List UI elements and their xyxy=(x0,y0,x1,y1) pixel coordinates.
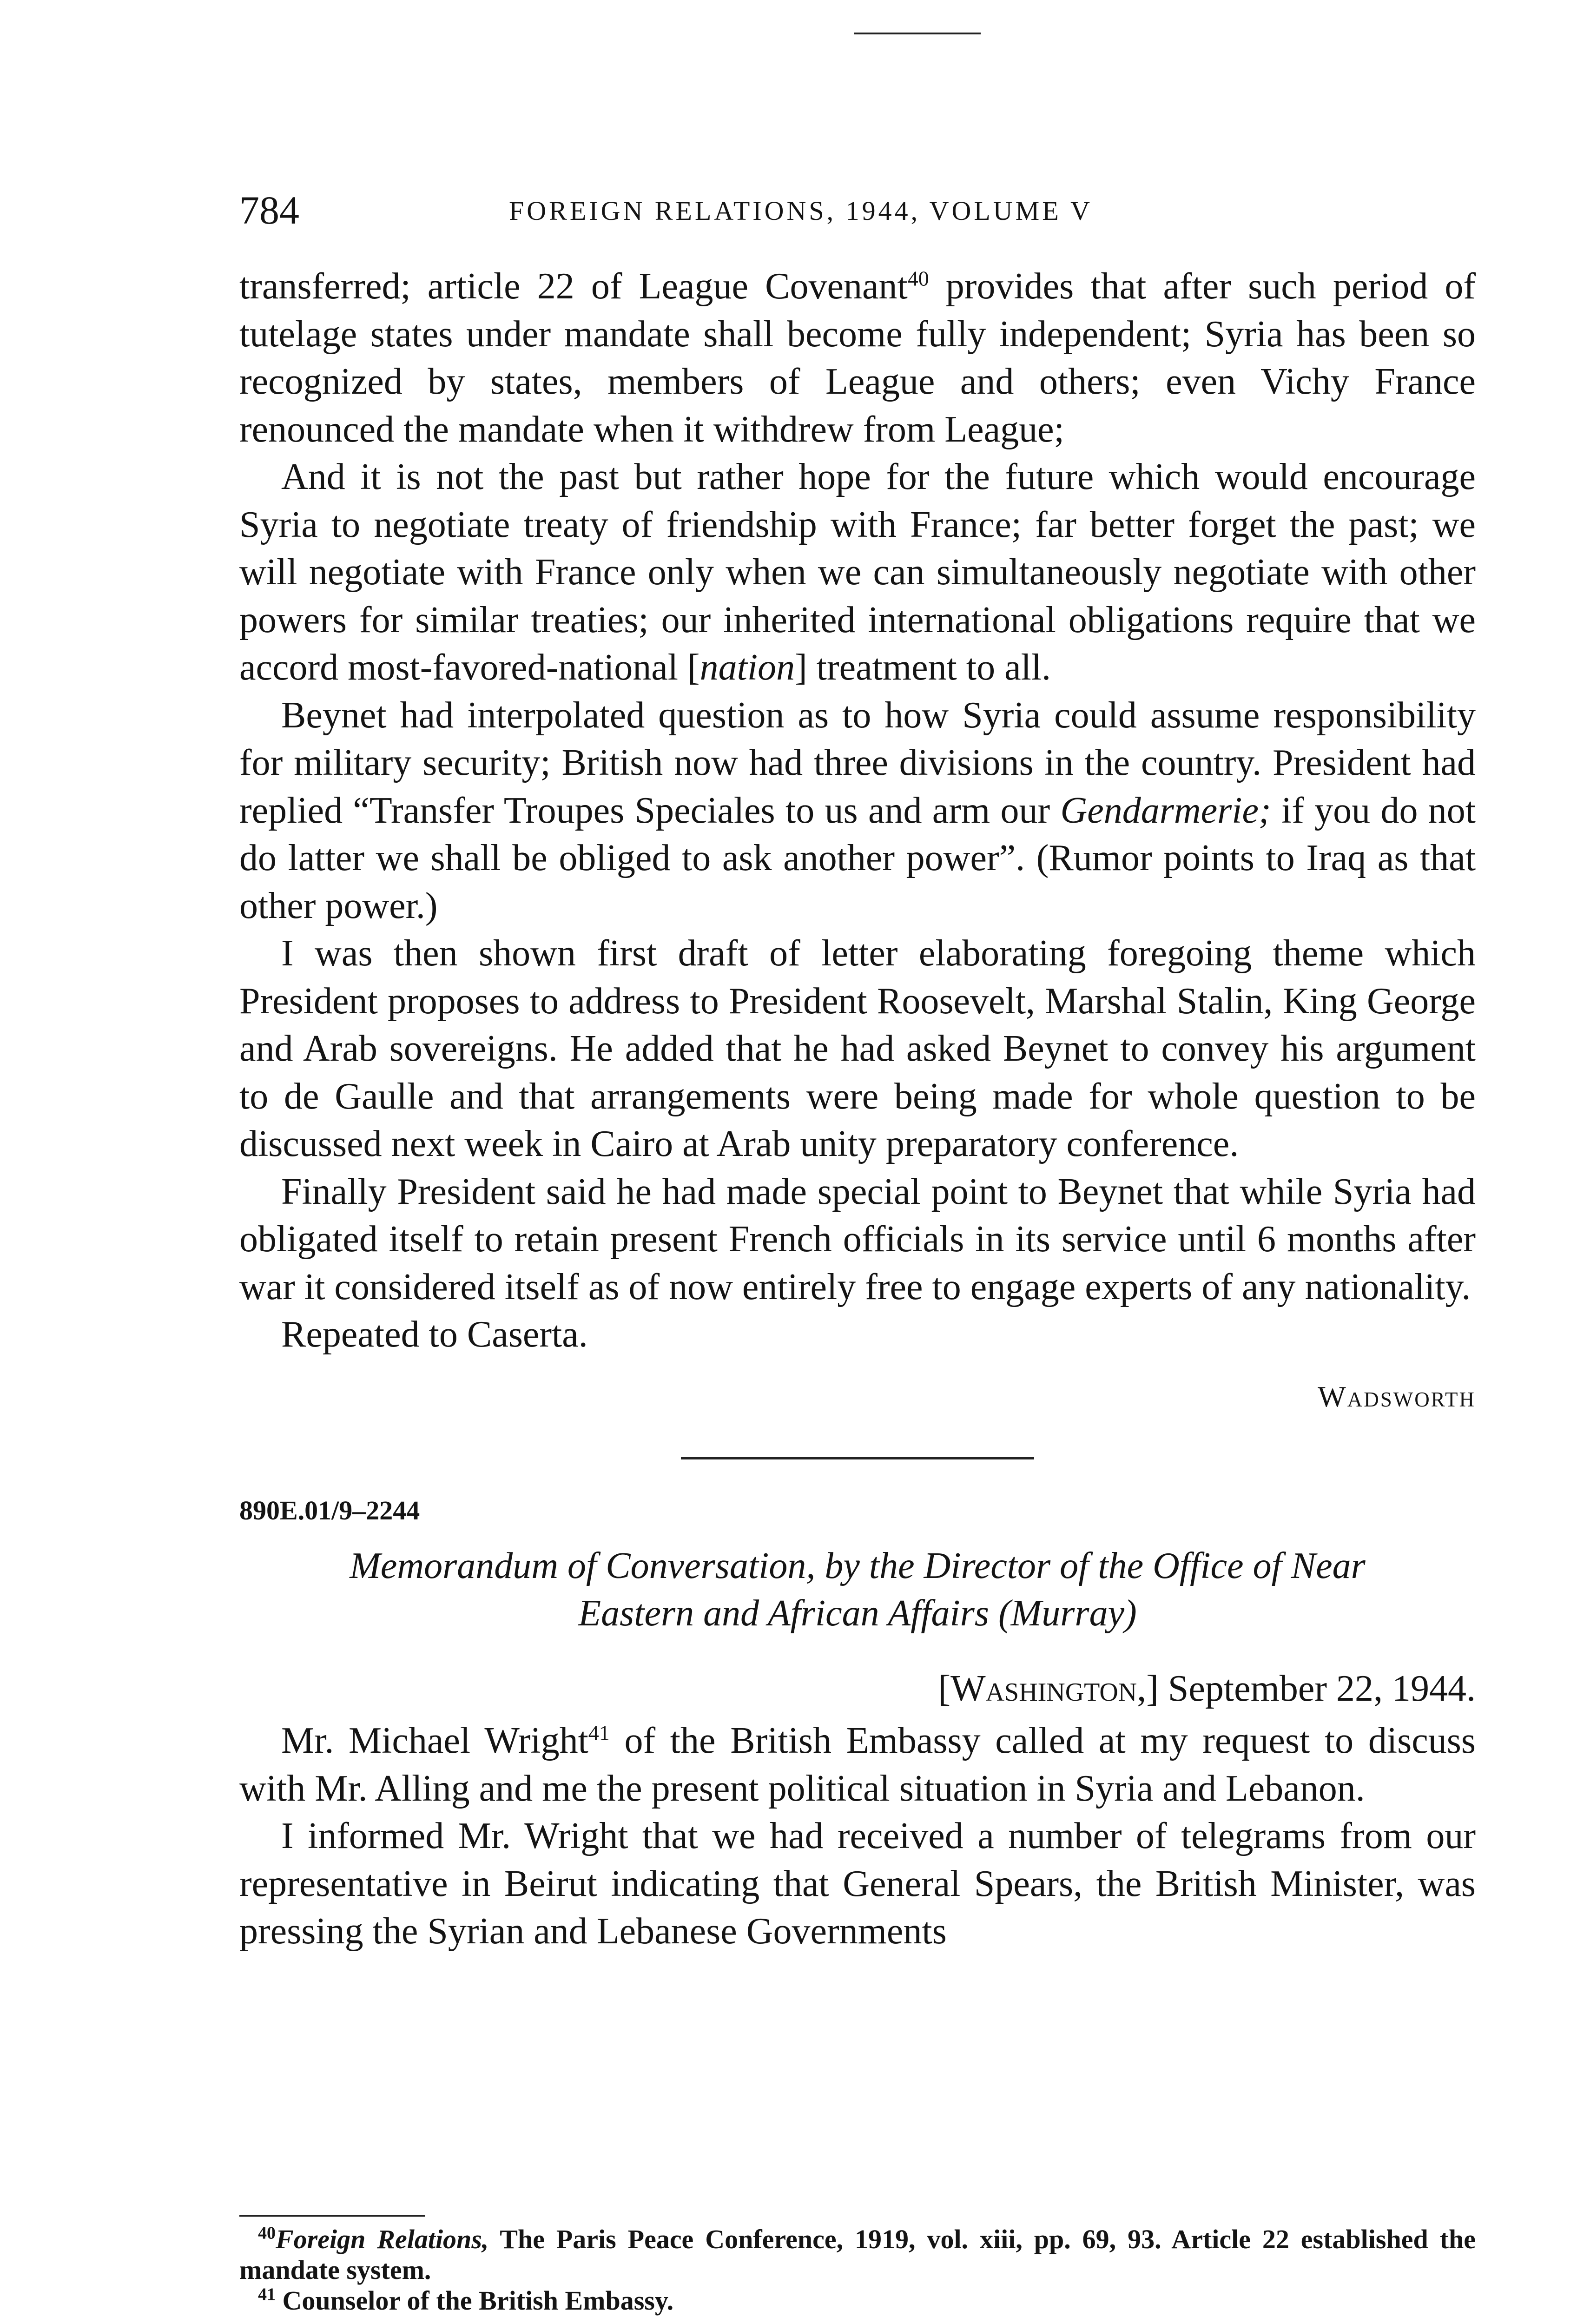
footnotes xyxy=(239,2224,1476,2316)
footnote-40-text: The Paris Peace Conference, 1919, vol. xiii, pp. 69, 93. Article 22 established the mandate system. xyxy=(239,2224,1476,2285)
footnote-40 xyxy=(239,2224,1476,2285)
paragraph-1-text-a: transferred; article 22 of League Covenant xyxy=(239,266,908,307)
footnote-41-number: 41 xyxy=(258,2284,276,2304)
paragraph-5: Finally President said he had made special point to Beynet that while Syria had obligated itself to retain present French officials in its service until 6 months after war it considered itself as of now entirely free to engage experts of any nationality. xyxy=(239,1171,1476,1307)
memo-title-line-1: Memorandum of Conversation, by the Director of the Office of Near xyxy=(350,1545,1366,1586)
paragraph-3-text-a: Beynet had interpolated question as to how Syria could assume responsibility for military security; British now had three divisions in the country. President had replied “Transfer Troupes Speciales to us and arm our xyxy=(239,694,1476,831)
paragraph-1-text-b: provides that after such period of tutelage states under mandate shall become fully independent; Syria has been so recognized by states, members of League and others; even Vichy France renounced the mandate when it withdrew from League; xyxy=(239,266,1476,450)
dateline-place: Washington, xyxy=(950,1668,1147,1709)
memo-paragraph-1-text-b: of the British Embassy called at my request to discuss with Mr. Alling and me the present political situation in Syria and Lebanon. xyxy=(239,1720,1476,1809)
footnote-ref-40: 40 xyxy=(907,266,929,290)
page-number: 784 xyxy=(239,188,299,232)
footnote-41 xyxy=(239,2285,1476,2316)
paragraph-3-italic: Gendarmerie; xyxy=(1060,790,1271,831)
running-title: FOREIGN RELATIONS, 1944, VOLUME V xyxy=(509,196,1093,226)
memo-paragraph-2: I informed Mr. Wright that we had received a number of telegrams from our representative in Beirut indicating that General Spears, the British Minister, was pressing the Syrian and Lebanese Governments xyxy=(239,1816,1476,1952)
paragraph-4: I was then shown first draft of letter elaborating foregoing theme which President proposes to address to President Roosevelt, Marshal Stalin, King George and Arab sovereigns. He added that he had asked Beynet to convey his argument to de Gaulle and that arrangements were being made for whole question to be discussed next week in Cairo at Arab unity preparatory conference. xyxy=(239,933,1476,1164)
page-body xyxy=(239,263,1476,1955)
paragraph-2-text-b: ] treatment to all. xyxy=(795,647,1051,688)
paragraph-3 xyxy=(239,692,1476,930)
memo-title xyxy=(239,1542,1476,1637)
paragraph-6: Repeated to Caserta. xyxy=(281,1314,588,1355)
dateline: [Washington,] September 22, 1944. xyxy=(938,1668,1476,1709)
memo-paragraph-1 xyxy=(239,1717,1476,1812)
dateline-date: September 22, 1944. xyxy=(1158,1668,1476,1709)
paragraph-2 xyxy=(239,453,1476,692)
paragraph-2-text-a: And it is not the past but rather hope for the future which would encourage Syria to negotiate treaty of friendship with France; far better forget the past; we will negotiate with France only when we can simultaneously negotiate with other powers for similar treaties; our inherited international obligations require that we accord most-favored-national [ xyxy=(239,456,1476,688)
section-rule xyxy=(681,1457,1034,1459)
signature: Wadsworth xyxy=(1318,1380,1476,1413)
file-number: 890E.01/9–2244 xyxy=(239,1495,420,1525)
footnote-40-italic: Foreign Relations, xyxy=(276,2224,489,2254)
footnote-ref-41: 41 xyxy=(588,1721,610,1745)
paragraph-2-italic: nation xyxy=(699,647,795,688)
footnote-rule xyxy=(239,2215,425,2217)
page-header xyxy=(239,187,1476,233)
top-rule xyxy=(854,33,981,34)
footnote-40-number: 40 xyxy=(258,2223,276,2243)
memo-title-line-2: Eastern and African Affairs (Murray) xyxy=(578,1592,1137,1634)
memo-paragraph-1-text-a: Mr. Michael Wright xyxy=(281,1720,588,1761)
paragraph-1 xyxy=(239,263,1476,453)
paragraph-3-text-b: if you do not do latter we shall be obliged to ask another power”. (Rumor points to Iraq as that other power.) xyxy=(239,790,1476,926)
footnote-41-text: Counselor of the British Embassy. xyxy=(276,2285,674,2316)
